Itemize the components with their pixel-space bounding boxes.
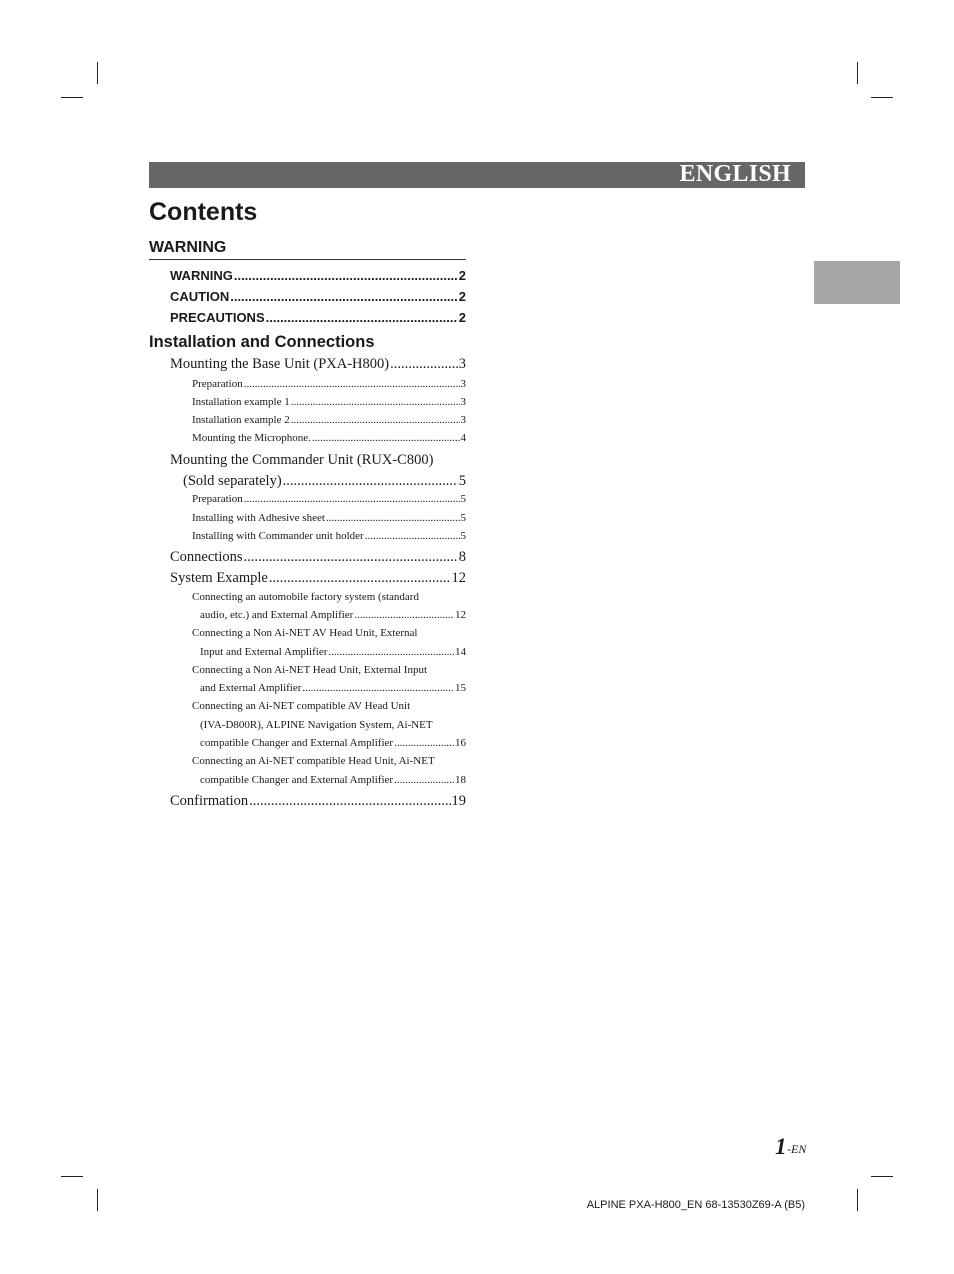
crop-mark <box>61 97 83 98</box>
toc-subentry[interactable]: compatible Changer and External Amplifier ..... 16 <box>200 737 466 753</box>
installation-section-heading: Installation and Connections <box>149 333 375 351</box>
crop-mark <box>857 1189 858 1211</box>
warning-section-heading: WARNING <box>149 239 466 260</box>
page-title: Contents <box>149 198 258 226</box>
crop-mark <box>97 1189 98 1211</box>
toc-subentry[interactable]: Installing with Adhesive sheet ..... 5 <box>192 512 466 528</box>
toc-subentry[interactable]: Installing with Commander unit holder ..... 5 <box>192 530 466 546</box>
page-number-suffix: -EN <box>787 1142 807 1156</box>
toc-subentry[interactable]: Preparation ..... 3 <box>192 378 466 394</box>
language-label: ENGLISH <box>679 161 791 187</box>
toc-subentry-line: Connecting an Ai-NET compatible AV Head Unit <box>192 700 411 712</box>
side-thumb-tab <box>814 261 900 304</box>
crop-mark <box>871 1176 893 1177</box>
toc-entry[interactable]: Connections ..... 8 <box>170 549 466 569</box>
toc-subentry-line: Connecting an Ai-NET compatible Head Unit, Ai-NET <box>192 755 435 767</box>
crop-mark <box>61 1176 83 1177</box>
page-number: 1 <box>775 1134 787 1159</box>
crop-mark <box>97 62 98 84</box>
toc-entry[interactable]: WARNING ..... 2 <box>170 268 466 286</box>
toc-entry[interactable]: Mounting the Commander Unit (RUX-C800) <box>170 452 434 468</box>
toc-entry-continued[interactable]: (Sold separately) ..... 5 <box>183 473 466 493</box>
toc-subentry[interactable]: compatible Changer and External Amplifier ..... 18 <box>200 774 466 790</box>
language-header-bar <box>149 162 805 188</box>
document-code: ALPINE PXA-H800_EN 68-13530Z69-A (B5) <box>586 1199 805 1211</box>
toc-subentry[interactable]: Input and External Amplifier ..... 14 <box>200 646 466 662</box>
toc-subentry[interactable]: and External Amplifier ..... 15 <box>200 682 466 698</box>
toc-subentry-line: Connecting a Non Ai-NET Head Unit, External Input <box>192 664 428 676</box>
toc-subentry-line: (IVA-D800R), ALPINE Navigation System, Ai-NET <box>200 719 433 731</box>
toc-subentry[interactable]: Installation example 1 ..... 3 <box>192 396 466 412</box>
crop-mark <box>871 97 893 98</box>
toc-entry[interactable]: Mounting the Base Unit (PXA-H800) ..... 3 <box>170 356 466 376</box>
toc-entry[interactable]: PRECAUTIONS ..... 2 <box>170 310 466 328</box>
toc-subentry[interactable]: audio, etc.) and External Amplifier ..... 12 <box>200 609 466 625</box>
toc-entry[interactable]: CAUTION ..... 2 <box>170 289 466 307</box>
toc-entry[interactable]: Confirmation ..... 19 <box>170 793 466 813</box>
toc-subentry[interactable]: Mounting the Microphone. ..... 4 <box>192 432 466 448</box>
toc-subentry[interactable]: Installation example 2 ..... 3 <box>192 414 466 430</box>
toc-subentry[interactable]: Preparation ..... 5 <box>192 493 466 509</box>
toc-subentry-line: Connecting a Non Ai-NET AV Head Unit, External <box>192 627 418 639</box>
toc-subentry-line: Connecting an automobile factory system (standard <box>192 591 419 603</box>
toc-entry[interactable]: System Example ..... 12 <box>170 570 466 590</box>
crop-mark <box>857 62 858 84</box>
